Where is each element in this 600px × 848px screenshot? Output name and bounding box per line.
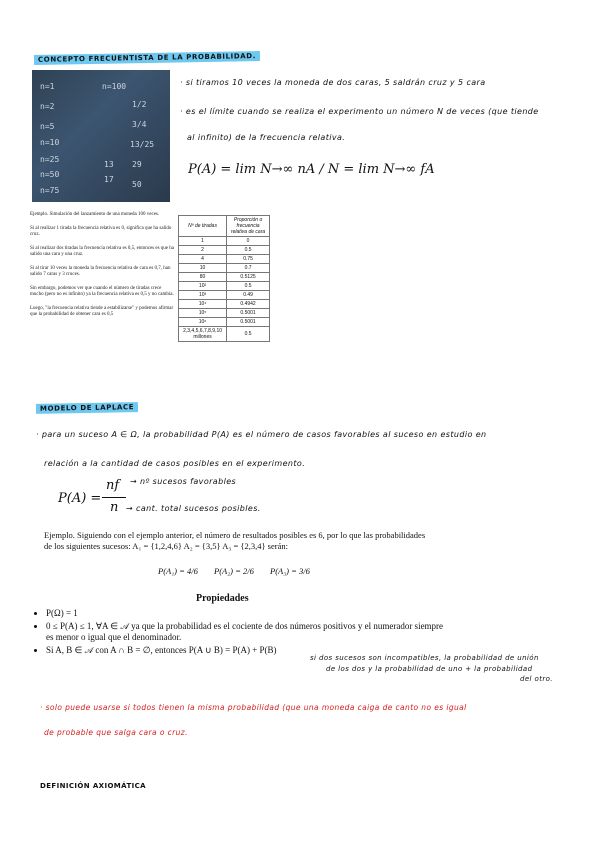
chalk-text: 1/2: [132, 100, 147, 109]
table-cell: 0.5: [227, 282, 270, 291]
example-prob: P(A₂) = 2/6: [214, 566, 254, 576]
side-note: de los dos y la probabilidad de uno + la probabilidad: [326, 665, 533, 673]
prop-item: • Si A, B ∈ 𝒜 con A ∩ B = ∅, entonces P(A ∪ B) = P(A) + P(B): [46, 645, 451, 656]
table-row: [179, 255, 270, 264]
table-cell: 10⁴: [179, 300, 227, 309]
laplace-example: Ejemplo. Siguiendo con el ejemplo anterior, el número de resultados posibles es 6, por lo que las probabilidades de los siguientes sucesos: A₁ = {1,2,4,6} A₂ = {3,5} A₃ = {2,3,4} serán:: [44, 530, 426, 551]
chalk-text: 13: [104, 160, 114, 169]
note-line: · es el límite cuando se realiza el experimento un número N de veces (que tiende: [180, 107, 539, 116]
chalk-text: 29: [132, 160, 142, 169]
table-row: [179, 291, 270, 300]
table-cell: 10²: [179, 282, 227, 291]
prop-item: • 0 ≤ P(A) ≤ 1, ∀A ∈ 𝒜 ya que la probabilidad es el cociente de dos números positivos y el numerador siempre es menor o igual que el denominador.: [46, 621, 451, 643]
chalk-text: n=25: [40, 155, 60, 164]
table-row: [179, 273, 270, 282]
table-cell: 2: [179, 246, 227, 255]
note-line: · si tiramos 10 veces la moneda de dos caras, 5 saldrán cruz y 5 cara: [180, 78, 486, 87]
example-prob: P(A₃) = 3/6: [270, 566, 310, 576]
chalk-text: n=5: [40, 122, 55, 131]
example-paragraph: Si al realizar dos tiradas la frecuencia relativa es 0,5, entonces es que ha salido una cara y una cruz.: [30, 246, 174, 257]
props-title: Propiedades: [196, 593, 249, 604]
column-header: Nº de tiradas: [179, 216, 227, 237]
chalk-text: n=100: [102, 82, 127, 91]
table-cell: 0.5125: [227, 273, 270, 282]
note-line: relación a la cantidad de casos posibles en el experimento.: [44, 459, 306, 468]
table-cell: 10⁶: [179, 318, 227, 327]
table-row: [179, 327, 270, 342]
table-row: [179, 318, 270, 327]
column-header: Proporción o frecuencia relativa de cara: [227, 216, 270, 237]
example-block: [30, 212, 175, 318]
table-cell: 0.75: [227, 255, 270, 264]
section-title-axiomatica: DEFINICIÓN AXIOMÁTICA: [40, 782, 146, 790]
table-cell: 0.5: [227, 246, 270, 255]
denominator-annotation: → cant. total sucesos posibles.: [126, 504, 261, 513]
example-paragraph: Sin embargo, podemos ver que cuando el número de tiradas crece mucho (pero no es infinito) ya la frecuencia relativa es 0,5 y no cambia.: [30, 286, 174, 297]
frequency-table: [178, 215, 270, 342]
table-cell: 4: [179, 255, 227, 264]
table-header-row: [179, 216, 270, 237]
table-cell: 2,3,4,5,6,7,8,9,10 millones: [179, 327, 227, 342]
laplace-formula: [54, 476, 294, 521]
table-cell: 10³: [179, 291, 227, 300]
formula-denominator: n: [110, 500, 119, 515]
chalk-text: n=50: [40, 170, 60, 179]
example-prob: P(A₁) = 4/6: [158, 566, 198, 576]
note-line: al infinito) de la frecuencia relativa.: [187, 133, 346, 142]
chalk-text: n=1: [40, 82, 55, 91]
example-paragraph: Si al realizar 1 tirada la frecuencia relativa es 0, significa que ha salido cruz.: [30, 226, 172, 237]
red-note: de probable que salga cara o cruz.: [44, 728, 188, 737]
table-row: [179, 300, 270, 309]
section-title-frecuentista: CONCEPTO FRECUENTISTA DE LA PROBABILIDAD.: [34, 51, 260, 65]
table-row: [179, 282, 270, 291]
chalk-text: n=75: [40, 186, 60, 195]
chalk-text: 17: [104, 175, 114, 184]
side-note: del otro.: [520, 675, 553, 683]
prop-item: • P(Ω) = 1: [46, 608, 451, 619]
table-cell: 0: [227, 237, 270, 246]
props-list: [30, 608, 451, 658]
formula-numerator: nf: [106, 478, 120, 493]
chalk-text: 13/25: [130, 140, 155, 149]
numerator-annotation: → nº sucesos favorables: [130, 477, 237, 486]
table-cell: 10: [179, 264, 227, 273]
fraction-bar: [102, 497, 126, 498]
example-paragraph: Luego, "la frecuencia relativa tiende a estabilizarse" y podemos afirmar que la probabilidad de obtener cara es 0,5: [30, 306, 174, 317]
table-cell: 0.5001: [227, 309, 270, 318]
chalk-text: n=10: [40, 138, 60, 147]
table-cell: 0.7: [227, 264, 270, 273]
table-row: [179, 237, 270, 246]
table-cell: 0.5001: [227, 318, 270, 327]
blackboard-photo: [32, 70, 170, 202]
table-cell: 0.49: [227, 291, 270, 300]
chalk-text: 3/4: [132, 120, 147, 129]
table-cell: 0.4942: [227, 300, 270, 309]
example-paragraph: Si al tirar 10 veces la moneda la frecuencia relativa de cara es 0,7, han salido 7 caras y 3 cruces.: [30, 266, 171, 277]
example-paragraph: Ejemplo. Simulación del lanzamiento de una moneda 100 veces.: [30, 212, 160, 217]
chalk-text: 50: [132, 180, 142, 189]
red-note: · solo puede usarse si todos tienen la misma probabilidad (que una moneda caiga de canto no es igual: [40, 703, 467, 712]
chalk-text: n=2: [40, 102, 55, 111]
note-line: · para un suceso A ∈ Ω, la probabilidad P(A) es el número de casos favorables al suceso en estudio en: [36, 430, 487, 439]
frequentist-formula: P(A) = lim N→∞ nA / N = lim N→∞ fA: [188, 162, 435, 177]
table-cell: 10⁵: [179, 309, 227, 318]
table-row: [179, 246, 270, 255]
table-row: [179, 264, 270, 273]
table-cell: 0.5: [227, 327, 270, 342]
table-cell: 80: [179, 273, 227, 282]
side-note: si dos sucesos son incompatibles, la probabilidad de unión: [310, 654, 539, 662]
table-cell: 1: [179, 237, 227, 246]
section-title-laplace: MODELO DE LAPLACE: [36, 402, 138, 414]
formula-lhs: P(A) =: [58, 491, 102, 506]
table-row: [179, 309, 270, 318]
